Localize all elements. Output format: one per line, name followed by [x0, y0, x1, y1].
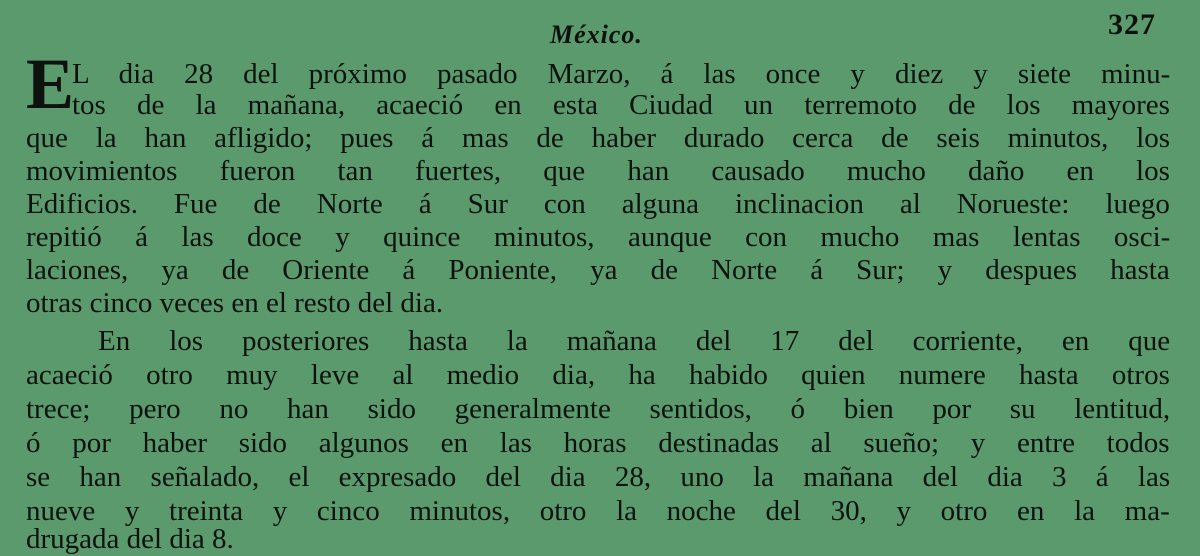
text-line last-line: otras cinco veces en el resto del dia. [26, 287, 444, 319]
running-head: México. [550, 20, 643, 49]
text-line: acaeció otro muy leve al medio dia, ha habido quien numere hasta otros [26, 359, 1170, 391]
text-line: En los posteriores hasta la mañana del 17 del corriente, en que [98, 325, 1171, 357]
text-line: Edificios. Fue de Norte á Sur con alguna inclinacion al Norueste: luego [26, 188, 1170, 220]
drop-cap: E [26, 44, 75, 124]
text-line: que la han afligido; pues á mas de haber durado cerca de seis minutos, los [26, 122, 1171, 154]
text-line: nueve y treinta y cinco minutos, otro la noche del 30, y otro en la ma- [26, 495, 1170, 527]
text-line last-line: drugada del dia 8. [26, 523, 234, 555]
text-line: trece; pero no han sido generalmente sentidos, ó bien por su lentitud, [26, 393, 1171, 425]
text-line: L dia 28 del próximo pasado Marzo, á las once y diez y siete minu- [72, 58, 1171, 90]
text-line: repitió á las doce y quince minutos, aunque con mucho mas lentas osci- [26, 221, 1171, 253]
text-line: tos de la mañana, acaeció en esta Ciudad un terremoto de los mayores [72, 89, 1170, 121]
text-line: laciones, ya de Oriente á Poniente, ya de Norte á Sur; y despues hasta [26, 254, 1170, 286]
text-line: ó por haber sido algunos en las horas destinadas al sueño; y entre todos [26, 427, 1170, 459]
page-number: 327 [1108, 8, 1156, 41]
text-line: se han señalado, el expresado del dia 28, uno la mañana del dia 3 á las [26, 461, 1171, 493]
text-line: movimientos fueron tan fuertes, que han causado mucho daño en los [26, 155, 1170, 187]
